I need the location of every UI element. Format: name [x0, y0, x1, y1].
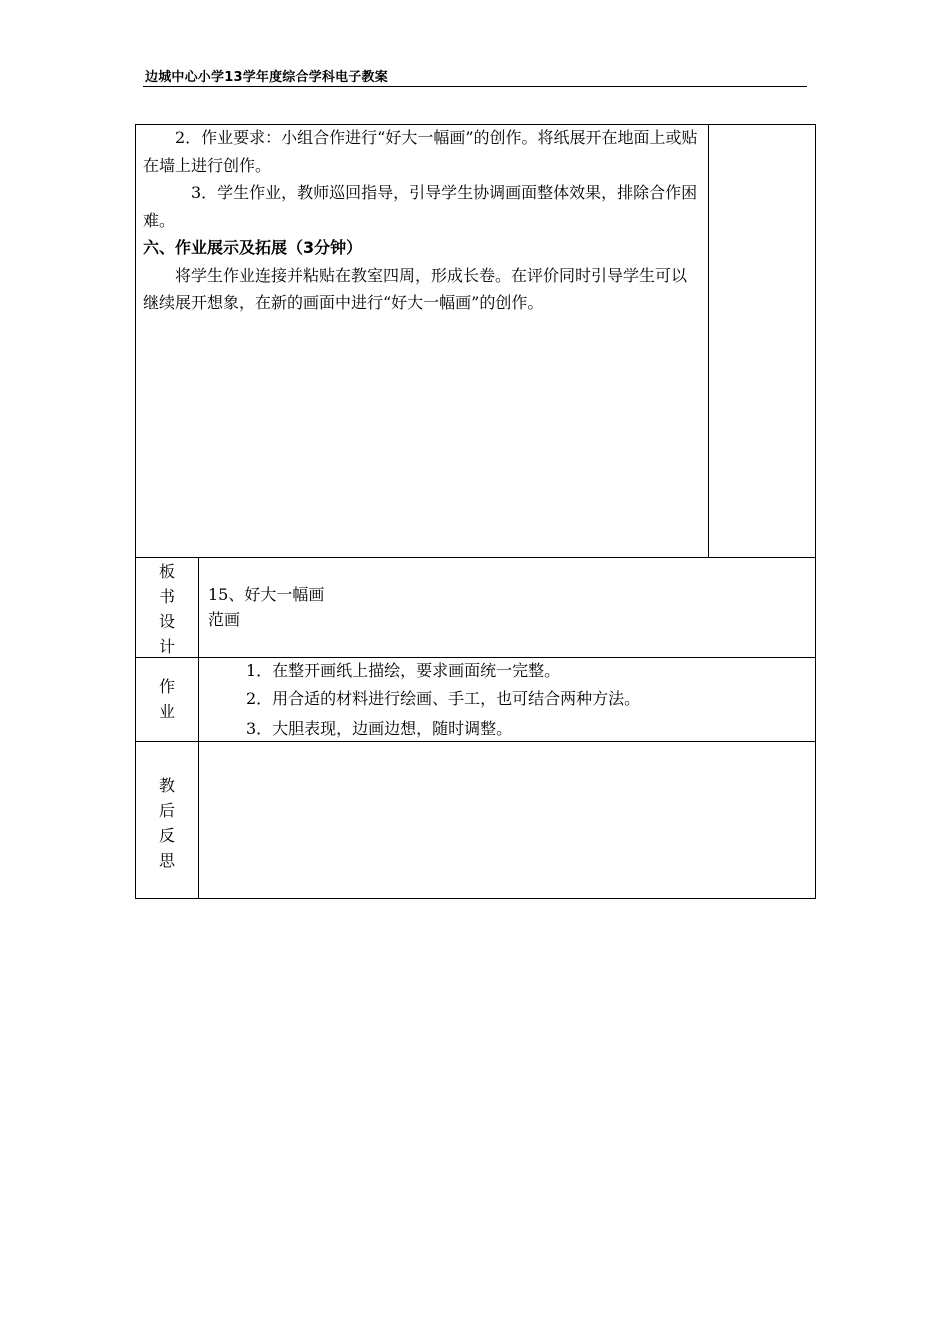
- label-char: 计: [158, 637, 175, 656]
- row-divider-board: [135, 557, 816, 558]
- reflection-label: [136, 773, 198, 873]
- homework-label: [136, 674, 198, 724]
- homework-item: 3．大胆表现，边画边想，随时调整。: [246, 719, 513, 738]
- label-char: 板: [158, 562, 175, 581]
- board-design-content: [208, 582, 324, 632]
- board-design-label: [136, 559, 198, 659]
- label-char: 设: [158, 612, 175, 631]
- header-rule: [143, 86, 807, 87]
- label-char: 作: [158, 677, 175, 696]
- label-char: 后: [158, 801, 175, 820]
- label-column-divider: [198, 557, 199, 899]
- homework-requirement-paragraph: 2．作业要求：小组合作进行“好大一幅画”的创作。将纸展开在地面上或贴在墙上进行创作。: [143, 128, 698, 175]
- notes-column-divider: [708, 124, 709, 558]
- student-work-paragraph: 3．学生作业，教师巡回指导，引导学生协调画面整体效果，排除合作困难。: [143, 183, 698, 230]
- exhibition-paragraph: 将学生作业连接并粘贴在教室四周，形成长卷。在评价同时引导学生可以继续展开想象，在新的画面中进行“好大一幅画”的创作。: [143, 265, 688, 312]
- section-heading: 六、作业展示及拓展（3分钟）: [143, 238, 363, 257]
- document-header: 边城中心小学13学年度综合学科电子教案: [145, 70, 388, 85]
- label-char: 思: [158, 851, 175, 870]
- label-char: 教: [158, 776, 175, 795]
- label-char: 反: [158, 826, 175, 845]
- row-divider-reflection: [135, 741, 816, 742]
- homework-item: 2．用合适的材料进行绘画、手工，也可结合两种方法。: [246, 689, 641, 708]
- teaching-process-content: [143, 124, 701, 317]
- board-sample-painting: 范画: [208, 610, 241, 629]
- board-lesson-title: 15、好大一幅画: [208, 585, 325, 604]
- homework-item: 1．在整开画纸上描绘，要求画面统一完整。: [246, 661, 561, 680]
- label-char: 书: [158, 587, 175, 606]
- label-char: 业: [158, 702, 175, 721]
